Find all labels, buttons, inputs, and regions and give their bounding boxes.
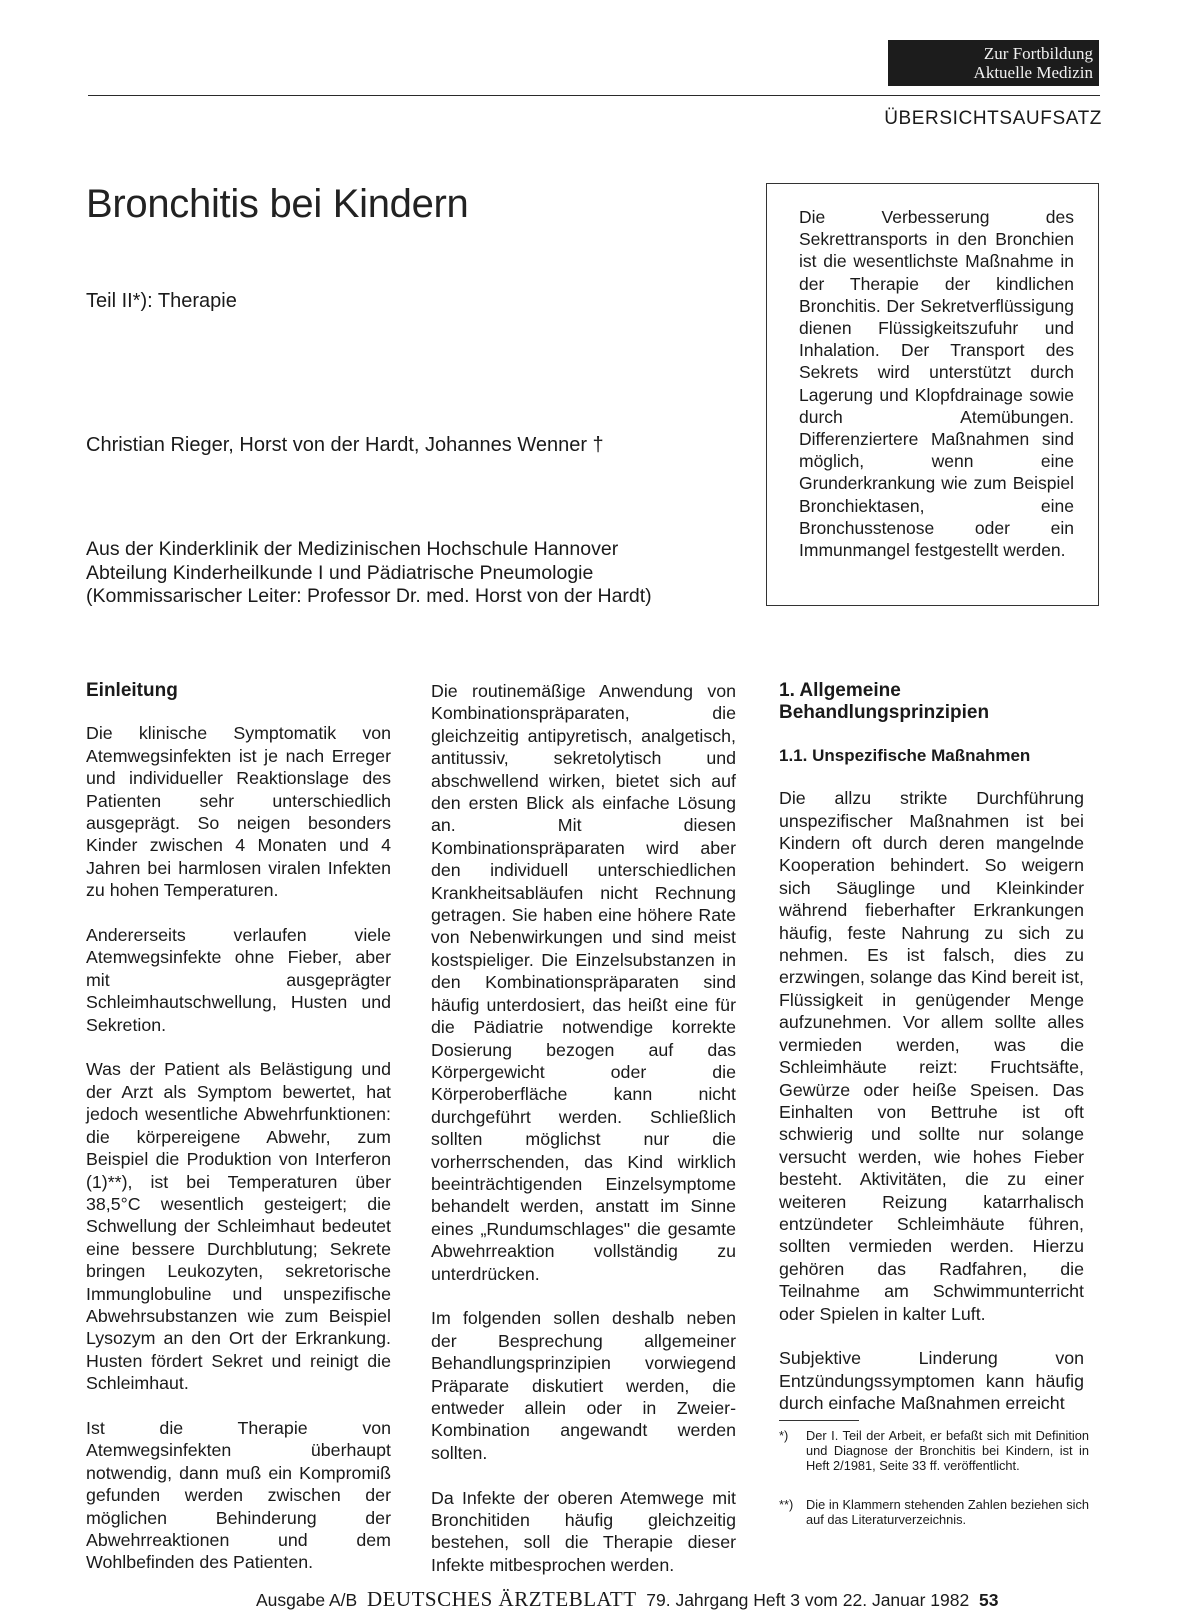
paragraph: Andererseits verlaufen viele Atemwegsinfekte ohne Fieber, aber mit ausgeprägter Schleimhautschwellung, Husten und Sekretion. [86,925,391,1035]
section-heading-einleitung: Einleitung [86,680,178,701]
paragraph: Die routinemäßige Anwendung von Kombinationspräparaten, die gleichzeitig antipyretisch, analgetisch, antitussiv, sekretolytisch und abschwellend wirken, bietet sich auf den ersten Blick als einfache Lösung an. Mit diesen Kombinationspräparaten wird aber den individuell unterschiedlichen Krankheitsabläufen nicht Rechnung getragen. Sie haben eine höhere Rate von Nebenwirkungen und sind meist kostspieliger. Die Einzelsubstanzen in den Kombinationspräparaten sind häufig unterdosiert, das heißt eine für die Pädiatrie notwendige korrekte Dosierung bezogen auf das Körpergewicht oder die Körperoberfläche kann nicht durchgeführt werden. Schließlich sollten möglichst nur die vorherrschenden, das Kind wirklich beeinträchtigenden Einzelsymptome behandelt werden, anstatt im Sinne eines „Rundumschlages" die gesamte Abwehrreaktion vollständig zu unterdrücken. [431,681,736,1284]
footer-edition: Ausgabe A/B [256,1590,358,1610]
paragraph: Im folgenden sollen deshalb neben der Besprechung allgemeiner Behandlungsprinzipien vorwiegend Präparate diskutiert werden, die entweder allein oder in Zweier-Kombination angewandt werden sollten. [431,1308,736,1463]
footnote-mark: **) [779,1497,794,1512]
column-2 [431,680,736,1599]
affiliation [86,538,652,609]
paragraph: Die klinische Symptomatik von Atemwegsinfekten ist je nach Erreger und individueller Reaktionslage des Patienten sehr unterschiedlich ausgeprägt. So neigen besonders Kinder zwischen 4 Monaten und 4 Jahren bei harmlosen viralen Infekten zu hohen Temperaturen. [86,723,391,901]
paragraph: Ist die Therapie von Atemwegsinfekten überhaupt notwendig, dann muß ein Kompromiß gefunden werden zwischen der möglichen Behinderung der Abwehrreaktionen und dem Wohlbefinden des Patienten. [86,1417,391,1573]
paragraph: Subjektive Linderung von Entzündungssymptomen kann häufig durch einfache Maßnahmen erreicht [779,1348,1084,1414]
subsection-heading: 1.1. Unspezifische Maßnahmen [779,745,1031,765]
summary-text: Die Verbesserung des Sekrettransports in den Bronchien ist die wesentlichste Maßnahme in der Therapie der kindlichen Bronchitis. Der Sekretverflüssigung dienen Flüssigkeitszufuhr und Inhalation. Der Transport des Sekrets wird unterstützt durch Lagerung und Klopfdrainage sowie durch Atemübungen. Differenziertere Maßnahmen sind möglich, wenn eine Grunderkrankung wie zum Beispiel Bronchiektasen, eine Bronchusstenose oder ein Immunmangel festgestellt werden. [799,207,1074,561]
column-1 [86,680,391,1596]
paragraph: Was der Patient als Belästigung und der Arzt als Symptom bewertet, hat jedoch wesentliche Abwehrfunktionen: die körpereigene Abwehr, zum Beispiel die Produktion von Interferon (1)**), ist bei Temperaturen über 38,5°C wesentlich gesteigert; die Schwellung der Schleimhaut bedeutet eine bessere Durchblutung; Sekrete bringen Leukozyten, sekretorische Immunglobuline und unspezifische Abwehrsubstanzen wie zum Beispiel Lysozym an den Ort der Erkrankung. Husten fördert Sekret und reinigt die Schleimhaut. [86,1059,391,1394]
footnote-mark: *) [779,1428,789,1443]
footer-magazine: DEUTSCHES ÄRZTEBLATT [366,1587,637,1611]
summary-box [766,183,1099,606]
badge-line-2: Aktuelle Medizin [973,63,1093,82]
affiliation-line-1: Aus der Kinderklinik der Medizinischen Hochschule Hannover [86,538,619,560]
footnote-text: Der I. Teil der Arbeit, er befaßt sich mit Definition und Diagnose der Bronchitis bei Kindern, ist in Heft 2/1981, Seite 33 ff. veröffentlicht. [806,1428,1089,1473]
article-type: ÜBERSICHTSAUFSATZ [884,108,1102,129]
paragraph: Die allzu strikte Durchführung unspezifischer Maßnahmen ist bei Kindern oft durch deren mangelnde Kooperation behindert. So weigern sich Säuglinge und Kleinkinder während fieberhafter Erkrankungen häufig, feste Nahrung zu sich zu nehmen. Es ist falsch, dies zu erzwingen, solange das Kind bereit ist, Flüssigkeit in genügender Menge aufzunehmen. Vor allem sollte alles vermieden werden, was die Schleimhäute reizt: Fruchtsäfte, Gewürze oder heiße Speisen. Das Einhalten von Bettruhe ist oft schwierig und sollte nur solange versucht werden, wie hohes Fieber besteht. Aktivitäten, die zu einer weiteren Reizung katarrhalisch entzündeter Schleimhäute führen, sollten vermieden werden. Hierzu gehören das Radfahren, die Teilnahme am Schwimmunterricht oder Spielen in kalter Luft. [779,788,1084,1324]
header-rule [88,95,1100,96]
section-heading-behandlungsprinzipien: 1. Allgemeine Behandlungsprinzipien [779,680,990,724]
article-authors: Christian Rieger, Horst von der Hardt, Johannes Wenner † [86,434,604,456]
page-footer [256,1587,998,1612]
paragraph: Da Infekte der oberen Atemwege mit Bronchitiden häufig gleichzeitig bestehen, soll die Therapie dieser Infekte mitbesprochen werden. [431,1487,736,1575]
column-3 [779,680,1084,1437]
page-number: 53 [978,1590,999,1610]
article-title: Bronchitis bei Kindern [86,182,469,226]
affiliation-line-2: Abteilung Kinderheilkunde I und Pädiatrische Pneumologie [86,561,594,584]
footnote [779,1497,1089,1527]
section-badge [888,40,1099,86]
footnote [779,1428,1089,1473]
footnote-rule [779,1420,859,1421]
article-subtitle: Teil II*): Therapie [86,290,237,312]
footer-issue: 79. Jahrgang Heft 3 vom 22. Januar 1982 [646,1590,970,1610]
affiliation-line-3: (Kommissarischer Leiter: Professor Dr. med. Horst von der Hardt) [86,585,652,607]
badge-line-1: Zur Fortbildung [983,44,1093,63]
footnote-text: Die in Klammern stehenden Zahlen beziehen sich auf das Literaturverzeichnis. [806,1497,1089,1527]
